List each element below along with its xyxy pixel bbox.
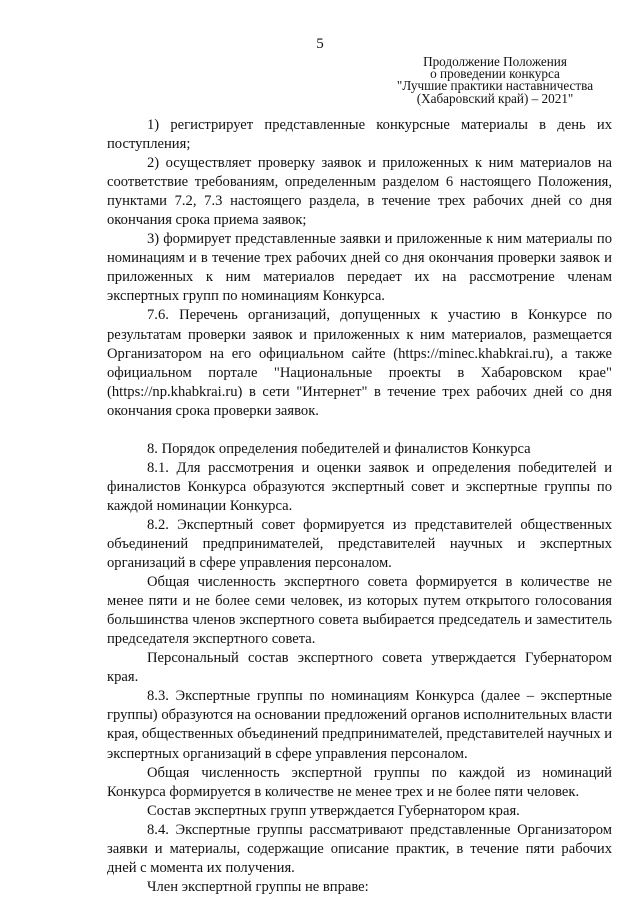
paragraph: 2) осуществляет проверку заявок и приложенных к ним материалов на соответствие требованиям, определенным разделом 6 настоящего Положения, пунктами 7.2, 7.3 настоящего раздела, в течение трех рабочих дней со дня окончания срока приема заявок;	[107, 155, 612, 229]
header-line: о проведении конкурса	[430, 66, 560, 82]
paragraph: Общая численность экспертного совета формируется в количестве не менее пяти и не более семи человек, из которых путем открытого голосования большинства членов экспертного совета выбирается председатель и заместитель председателя экспертного совета.	[107, 574, 612, 648]
paragraph: Член экспертной группы не вправе:	[147, 878, 369, 895]
page-number: 5	[316, 36, 324, 52]
header-line: Продолжение Положения	[423, 54, 567, 69]
paragraph: Персональный состав экспертного совета утверждается Губернатором края.	[107, 650, 612, 686]
header-line: (Хабаровский край) – 2021"	[416, 90, 574, 106]
header-line: "Лучшие практики наставничества	[396, 78, 594, 94]
paragraph: 7.6. Перечень организаций, допущенных к участию в Конкурсе по результатам проверки заявок и приложенных к ним материалов, размещается Организатором на его официальном сайте (https://minec.khabkrai.ru), а также официальном портале "Национальные проекты в Хабаровском крае" (https://np.khabkrai.ru) в сети "Интернет" в течение трех рабочих дней со дня окончания срока проверки заявок.	[107, 307, 612, 419]
running-header	[380, 56, 610, 105]
paragraph: Состав экспертных групп утверждается Губернатором края.	[147, 802, 520, 819]
paragraph: 8.1. Для рассмотрения и оценки заявок и определения победителей и финалистов Конкурса образуются экспертный совет и экспертные группы по каждой номинации Конкурса.	[107, 459, 612, 514]
paragraph: 8.2. Экспертный совет формируется из представителей общественных объединений предпринимателей, представителей научных и экспертных организаций в сфере управления персоналом.	[107, 516, 612, 572]
paragraph: 8.4. Экспертные группы рассматривают представленные Организатором заявки и материалы, содержащие описание практик, в течение пяти рабочих дней с момента их получения.	[107, 821, 612, 876]
paragraph: Общая численность экспертной группы по каждой из номинаций Конкурса формируется в количестве не менее трех и не более пяти человек.	[107, 764, 612, 800]
paragraph: 3) формирует представленные заявки и приложенные к ним материалы по номинациям и в течение трех рабочих дней со дня окончания проверки заявок и приложенных к ним материалов передает их на рассмотрение членам экспертных групп по номинациям Конкурса.	[107, 231, 612, 305]
paragraph: 8.3. Экспертные группы по номинациям Конкурса (далее – экспертные группы) образуются на основании предложений органов исполнительных власти края, общественных объединений предпринимателей, представителей научных и экспертных организаций в сфере управления персоналом.	[107, 688, 612, 762]
document-body	[107, 116, 612, 897]
paragraph: 1) регистрирует представленные конкурсные материалы в день их поступления;	[107, 117, 612, 153]
section-heading: 8. Порядок определения победителей и финалистов Конкурса	[147, 440, 531, 457]
